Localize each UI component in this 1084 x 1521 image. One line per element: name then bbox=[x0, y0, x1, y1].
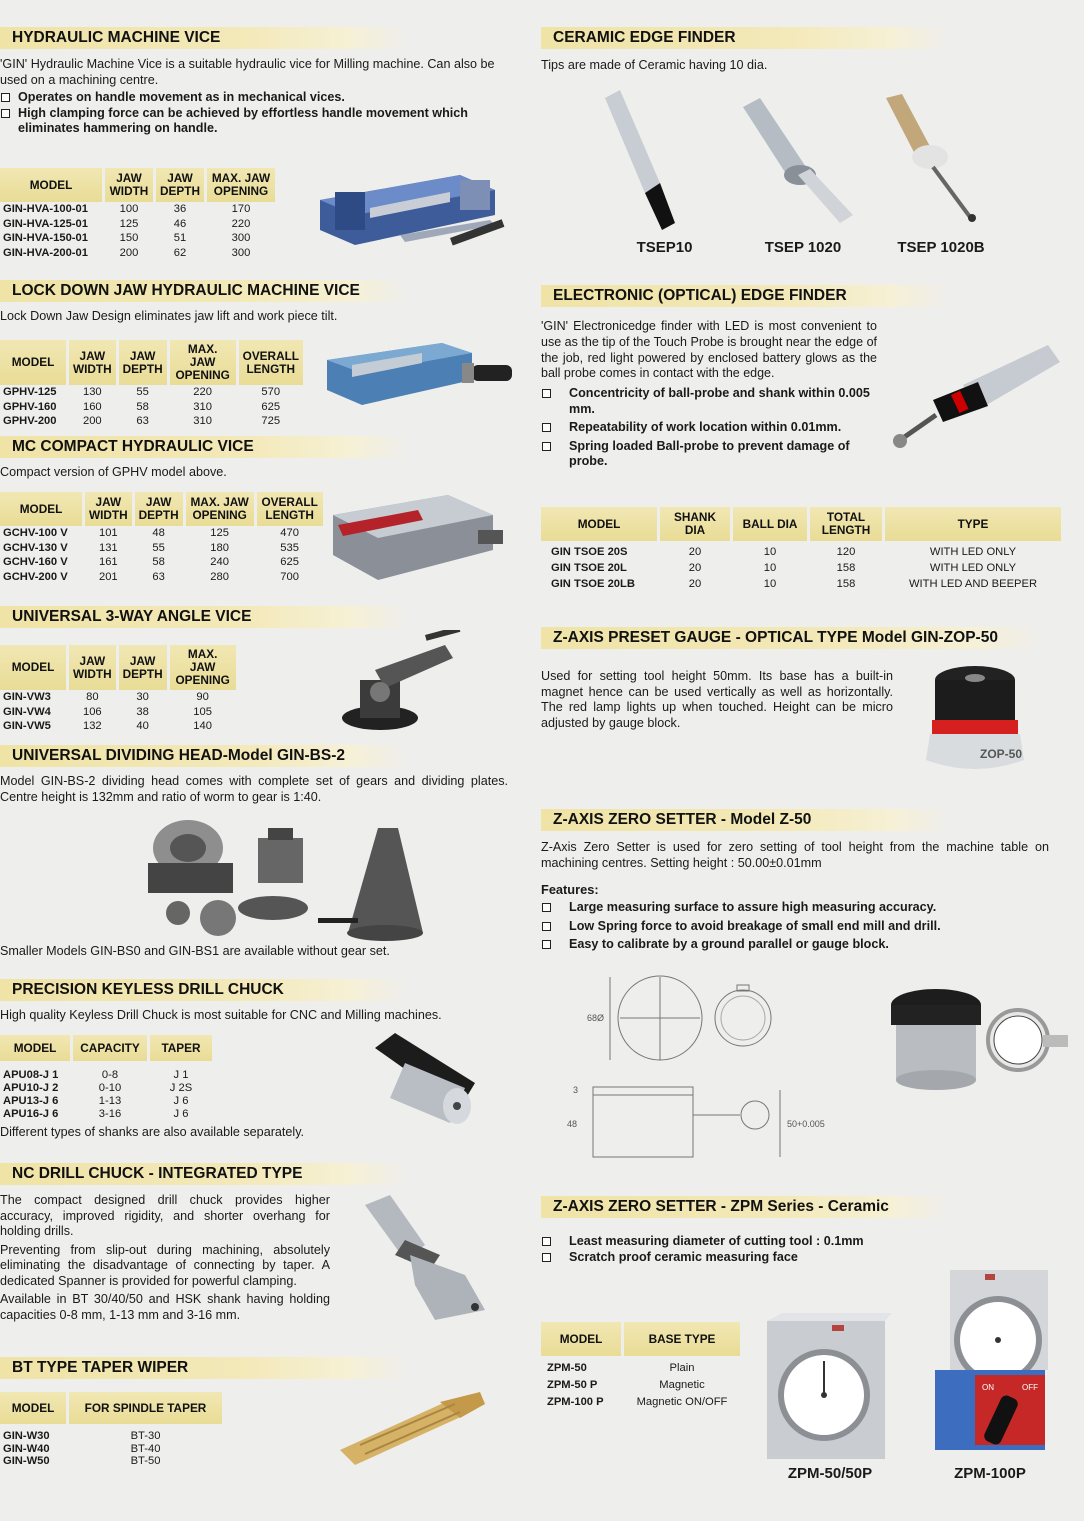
table-row: GIN TSOE 20LB 20 10 158 WITH LED AND BEEPER bbox=[551, 577, 1038, 590]
feature-list bbox=[541, 900, 1061, 953]
table-row: GIN TSOE 20L 20 10 158 WITH LED ONLY bbox=[551, 561, 1017, 574]
section-title: CERAMIC EDGE FINDER bbox=[541, 27, 949, 49]
column-header: OVERALL LENGTH bbox=[257, 492, 323, 526]
section-title: PRECISION KEYLESS DRILL CHUCK bbox=[0, 979, 408, 1001]
table-row: ZPM-50 P Magnetic bbox=[547, 1379, 705, 1392]
column-header: CAPACITY bbox=[73, 1035, 147, 1061]
column-header: JAW DEPTH bbox=[135, 492, 183, 526]
table-row: GIN-W40 BT-40 bbox=[3, 1442, 161, 1455]
table-row: APU13-J 6 1-13 J 6 bbox=[3, 1095, 189, 1107]
feature-item: Concentricity of ball-probe and shank within 0.005 mm. bbox=[541, 386, 877, 417]
section-hydraulic-machine-vice bbox=[0, 27, 510, 137]
dimension-label: 68Ø bbox=[587, 1013, 605, 1023]
column-header: TAPER bbox=[150, 1035, 212, 1061]
column-header: MAX. JAW OPENING bbox=[186, 492, 254, 526]
table-row: GPHV-160 160 58 310 625 bbox=[3, 400, 281, 413]
section-taper-wiper bbox=[0, 1357, 510, 1379]
column-header: TOTAL LENGTH bbox=[810, 507, 882, 541]
table-row: GIN-HVA-150-01 150 51 300 bbox=[3, 232, 251, 245]
section-description: Compact version of GPHV model above. bbox=[0, 465, 227, 479]
dimension-label: 3 bbox=[573, 1085, 579, 1095]
electronic-spec-table bbox=[538, 507, 1064, 592]
lock-down-vice-image bbox=[322, 335, 517, 420]
section-title: Z-AXIS PRESET GAUGE - OPTICAL TYPE Model GIN-ZOP-50 bbox=[541, 627, 1043, 649]
switch-off-label: OFF bbox=[1022, 1383, 1038, 1392]
feature-item: Low Spring force to avoid breakage of small end mill and drill. bbox=[541, 919, 1061, 935]
table-row: GCHV-100 V 101 48 125 470 bbox=[3, 527, 299, 539]
zpm-50-image bbox=[762, 1313, 892, 1463]
section-description: 'GIN' Hydraulic Machine Vice is a suitable hydraulic vice for Milling machine. Can also be used on a machining centre. bbox=[0, 57, 495, 87]
column-header: TYPE bbox=[885, 507, 1061, 541]
table-row: APU16-J 6 3-16 J 6 bbox=[3, 1108, 189, 1120]
tsep10-image bbox=[600, 88, 680, 233]
column-header: MAX. JAW OPENING bbox=[170, 645, 236, 690]
section-title: Z-AXIS ZERO SETTER - ZPM Series - Ceramic bbox=[541, 1196, 949, 1218]
column-header: MODEL bbox=[0, 645, 66, 690]
table-row: APU08-J 1 0-8 J 1 bbox=[3, 1069, 189, 1081]
column-header: MODEL bbox=[0, 1392, 66, 1424]
dividing-head-note: Smaller Models GIN-BS0 and GIN-BS1 are available without gear set. bbox=[0, 944, 390, 958]
product-caption: ZPM-100P bbox=[954, 1465, 1026, 1482]
table-row: GCHV-130 V 131 55 180 535 bbox=[3, 541, 299, 554]
feature-item: Spring loaded Ball-probe to prevent damage of probe. bbox=[541, 439, 877, 470]
zero-setter-drawing bbox=[565, 965, 835, 1165]
section-dividing-head bbox=[0, 745, 510, 805]
column-header: MAX. JAW OPENING bbox=[207, 168, 275, 202]
column-header: JAW WIDTH bbox=[69, 645, 116, 690]
column-header: JAW DEPTH bbox=[119, 340, 167, 385]
dimension-label: 48 bbox=[567, 1119, 578, 1129]
section-title: MC COMPACT HYDRAULIC VICE bbox=[0, 436, 408, 458]
section-title: Z-AXIS ZERO SETTER - Model Z-50 bbox=[541, 809, 949, 831]
hva-spec-table bbox=[0, 168, 278, 260]
section-title: UNIVERSAL DIVIDING HEAD-Model GIN-BS-2 bbox=[0, 745, 408, 767]
nc-paragraph: The compact designed drill chuck provides higher accuracy, improved rigidity, and shorter overhang for holding drills. bbox=[0, 1193, 330, 1238]
table-row: GIN-VW3 80 30 90 bbox=[3, 691, 209, 703]
feature-item: Least measuring diameter of cutting tool : 0.1mm bbox=[541, 1234, 941, 1250]
table-row: GCHV-200 V 201 63 280 700 bbox=[3, 570, 299, 583]
electronic-edge-finder-image bbox=[888, 340, 1063, 460]
keyless-chuck-image bbox=[365, 1028, 495, 1128]
section-description: Z-Axis Zero Setter is used for zero setting of tool height from the machine table on machining centres. Setting height : 50.00±0.01mm bbox=[541, 840, 1049, 870]
product-caption: ZPM-50/50P bbox=[787, 1465, 873, 1482]
compact-vice-image bbox=[328, 490, 513, 590]
feature-item: High clamping force can be achieved by effortless handle movement which eliminates hammering on handle. bbox=[0, 106, 480, 137]
column-header: MODEL bbox=[0, 1035, 70, 1061]
section-title: BT TYPE TAPER WIPER bbox=[0, 1357, 408, 1379]
section-description: Tips are made of Ceramic having 10 dia. bbox=[541, 58, 768, 72]
section-lock-down-jaw-vice bbox=[0, 280, 510, 325]
product-caption: TSEP 1020B bbox=[897, 239, 985, 256]
column-header: FOR SPINDLE TAPER bbox=[69, 1392, 222, 1424]
section-description: Lock Down Jaw Design eliminates jaw lift and work piece tilt. bbox=[0, 309, 338, 323]
section-description: High quality Keyless Drill Chuck is most suitable for CNC and Milling machines. bbox=[0, 1008, 442, 1022]
angle-vice-image bbox=[335, 630, 470, 735]
product-caption: TSEP 1020 bbox=[764, 239, 842, 256]
table-row: GIN-HVA-125-01 125 46 220 bbox=[3, 217, 251, 230]
taper-wiper-image bbox=[330, 1390, 490, 1470]
nc-paragraph: Preventing from slip-out during machining, absolutely eliminating the disadvantage of connecting by taper. A dedicated Spanner is provided for powerful clamping. bbox=[0, 1242, 330, 1288]
section-mc-compact-vice bbox=[0, 436, 510, 481]
table-row: GIN-HVA-200-01 200 62 300 bbox=[3, 246, 251, 259]
tsep1020-image bbox=[738, 95, 858, 225]
column-header: OVERALL LENGTH bbox=[239, 340, 303, 385]
column-header: JAW DEPTH bbox=[119, 645, 167, 690]
section-title: LOCK DOWN JAW HYDRAULIC MACHINE VICE bbox=[0, 280, 408, 302]
table-row: GIN-W50 BT-50 bbox=[3, 1455, 161, 1467]
section-title: HYDRAULIC MACHINE VICE bbox=[0, 27, 408, 49]
table-row: GIN-HVA-100-01 100 36 170 bbox=[3, 203, 251, 215]
column-header: BASE TYPE bbox=[624, 1322, 740, 1356]
hydraulic-vice-image bbox=[310, 160, 510, 270]
column-header: SHANK DIA bbox=[660, 507, 730, 541]
section-zero-setter-zpm bbox=[541, 1196, 1081, 1265]
feature-item: Large measuring surface to assure high measuring accuracy. bbox=[541, 900, 1061, 916]
section-title: UNIVERSAL 3-WAY ANGLE VICE bbox=[0, 606, 408, 628]
section-keyless-drill-chuck bbox=[0, 979, 510, 1024]
tsep1020b-image bbox=[878, 92, 988, 222]
feature-list bbox=[541, 386, 877, 470]
product-caption: TSEP10 bbox=[636, 239, 693, 256]
zpm-100p-image bbox=[930, 1270, 1060, 1460]
table-row: GPHV-200 200 63 310 725 bbox=[3, 415, 281, 428]
table-row: GPHV-125 130 55 220 570 bbox=[3, 386, 281, 398]
section-title: ELECTRONIC (OPTICAL) EDGE FINDER bbox=[541, 285, 949, 307]
column-header: MAX. JAW OPENING bbox=[170, 340, 236, 385]
switch-on-label: ON bbox=[982, 1383, 994, 1392]
table-row: ZPM-50 Plain bbox=[547, 1362, 695, 1375]
zpm-spec-table bbox=[538, 1322, 743, 1411]
table-row: GIN-VW4 106 38 105 bbox=[3, 705, 212, 718]
section-universal-angle-vice bbox=[0, 606, 510, 628]
feature-list bbox=[0, 90, 480, 137]
nc-chuck-image bbox=[355, 1195, 505, 1325]
keyless-chuck-note: Different types of shanks are also available separately. bbox=[0, 1125, 305, 1139]
dimension-label: 50+0.005 bbox=[787, 1119, 825, 1129]
table-row: GIN TSOE 20S 20 10 120 WITH LED ONLY bbox=[551, 545, 1017, 558]
column-header: BALL DIA bbox=[733, 507, 807, 541]
column-header: MODEL bbox=[0, 492, 82, 526]
column-header: MODEL bbox=[541, 507, 657, 541]
section-zero-setter-z50 bbox=[541, 809, 1081, 956]
table-row: GCHV-160 V 161 58 240 625 bbox=[3, 556, 299, 569]
zop-label: ZOP-50 bbox=[980, 747, 1023, 761]
section-description: Used for setting tool height 50mm. Its base has a built-in magnet hence can be used vertically as well as horizontally. The red lamp lights up when touched. Height can be micro adjusted by gauge block. bbox=[541, 669, 893, 730]
gchv-spec-table bbox=[0, 492, 326, 584]
column-header: MODEL bbox=[0, 168, 102, 202]
features-label: Features: bbox=[541, 882, 599, 897]
section-description: 'GIN' Electronicedge finder with LED is most convenient to use as the tip of the Touch Probe is brought near the edge of the job, red light powered by enclosed battery glows as the ball probe comes in contact with the edge. bbox=[541, 319, 877, 381]
column-header: MODEL bbox=[541, 1322, 621, 1356]
apu-spec-table bbox=[0, 1035, 215, 1121]
zero-setter-image bbox=[888, 985, 1073, 1095]
vw-spec-table bbox=[0, 645, 239, 734]
column-header: JAW DEPTH bbox=[156, 168, 204, 202]
section-description: Model GIN-BS-2 dividing head comes with complete set of gears and dividing plates. Centre height is 132mm and ratio of worm to gear is 1:40. bbox=[0, 774, 508, 804]
table-row: APU10-J 2 0-10 J 2S bbox=[3, 1082, 193, 1094]
column-header: JAW WIDTH bbox=[69, 340, 116, 385]
column-header: JAW WIDTH bbox=[85, 492, 132, 526]
feature-item: Repeatability of work location within 0.01mm. bbox=[541, 420, 877, 436]
column-header: JAW WIDTH bbox=[105, 168, 153, 202]
feature-item: Easy to calibrate by a ground parallel or gauge block. bbox=[541, 937, 1061, 953]
feature-item: Operates on handle movement as in mechanical vices. bbox=[0, 90, 480, 106]
column-header: MODEL bbox=[0, 340, 66, 385]
table-row: GIN-VW5 132 40 140 bbox=[3, 720, 212, 733]
wiper-spec-table bbox=[0, 1392, 225, 1468]
section-ceramic-edge-finder bbox=[541, 27, 1081, 74]
table-row: GIN-W30 BT-30 bbox=[3, 1430, 161, 1442]
table-row: ZPM-100 P Magnetic ON/OFF bbox=[547, 1396, 728, 1409]
gphv-spec-table bbox=[0, 340, 306, 429]
section-title: NC DRILL CHUCK - INTEGRATED TYPE bbox=[0, 1163, 408, 1185]
nc-paragraph: Available in BT 30/40/50 and HSK shank having holding capacities 0-8 mm, 1-13 mm and 3-16 mm. bbox=[0, 1292, 330, 1322]
dividing-head-image bbox=[118, 808, 448, 943]
feature-item: Scratch proof ceramic measuring face bbox=[541, 1250, 941, 1266]
zop-gauge-image bbox=[920, 660, 1030, 775]
feature-list bbox=[541, 1234, 941, 1265]
